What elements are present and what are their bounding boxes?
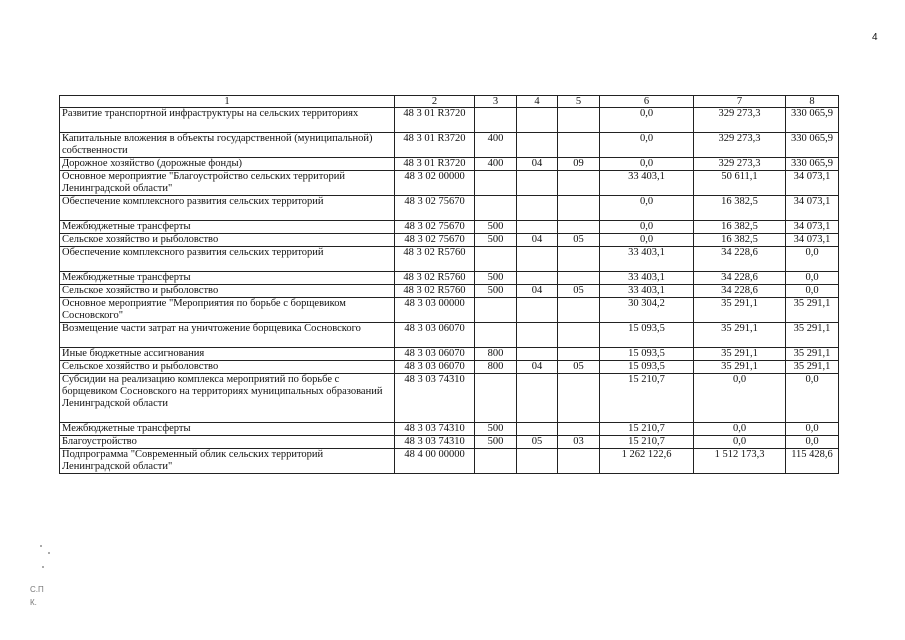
cell-value-6: 15 210,7 <box>600 436 694 449</box>
cell-rz <box>517 374 558 423</box>
cell-value-6: 0,0 <box>600 221 694 234</box>
cell-value-7: 16 382,5 <box>694 221 786 234</box>
cell-code: 48 4 00 00000 <box>395 449 475 474</box>
cell-value-6: 30 304,2 <box>600 298 694 323</box>
cell-value-7: 0,0 <box>694 436 786 449</box>
cell-pr <box>558 171 600 196</box>
cell-pr: 09 <box>558 158 600 171</box>
cell-value-8: 0,0 <box>786 423 839 436</box>
cell-value-8: 0,0 <box>786 247 839 272</box>
cell-name: Благоустройство <box>60 436 395 449</box>
cell-name: Сельское хозяйство и рыболовство <box>60 234 395 247</box>
cell-rz <box>517 298 558 323</box>
cell-value-6: 15 093,5 <box>600 361 694 374</box>
cell-pr <box>558 423 600 436</box>
cell-code: 48 3 03 06070 <box>395 348 475 361</box>
cell-vr: 500 <box>475 221 517 234</box>
cell-value-7: 35 291,1 <box>694 323 786 348</box>
cell-vr: 800 <box>475 361 517 374</box>
cell-code: 48 3 02 R5760 <box>395 247 475 272</box>
cell-vr: 400 <box>475 158 517 171</box>
cell-pr: 05 <box>558 285 600 298</box>
header-cell: 8 <box>786 96 839 108</box>
header-cell: 3 <box>475 96 517 108</box>
cell-name: Капитальные вложения в объекты государственной (муниципальной) собственности <box>60 133 395 158</box>
cell-code: 48 3 03 74310 <box>395 423 475 436</box>
cell-value-7: 34 228,6 <box>694 272 786 285</box>
table-row <box>60 272 839 285</box>
cell-value-7: 35 291,1 <box>694 298 786 323</box>
cell-value-7: 35 291,1 <box>694 361 786 374</box>
cell-rz: 04 <box>517 234 558 247</box>
cell-rz <box>517 272 558 285</box>
cell-code: 48 3 01 R3720 <box>395 108 475 133</box>
cell-rz: 04 <box>517 158 558 171</box>
cell-vr <box>475 247 517 272</box>
cell-value-6: 0,0 <box>600 234 694 247</box>
cell-vr <box>475 323 517 348</box>
cell-pr <box>558 374 600 423</box>
cell-value-6: 0,0 <box>600 196 694 221</box>
header-cell: 6 <box>600 96 694 108</box>
cell-rz: 05 <box>517 436 558 449</box>
cell-name: Подпрограмма "Современный облик сельских территорий Ленинградской области" <box>60 449 395 474</box>
cell-value-8: 35 291,1 <box>786 323 839 348</box>
cell-rz <box>517 108 558 133</box>
cell-code: 48 3 02 R5760 <box>395 285 475 298</box>
table-row <box>60 298 839 323</box>
cell-value-6: 15 210,7 <box>600 374 694 423</box>
cell-rz <box>517 423 558 436</box>
cell-value-8: 34 073,1 <box>786 196 839 221</box>
cell-pr <box>558 348 600 361</box>
cell-vr: 400 <box>475 133 517 158</box>
margin-mark: С.П <box>30 585 44 594</box>
cell-value-6: 0,0 <box>600 133 694 158</box>
cell-vr <box>475 374 517 423</box>
table-row <box>60 221 839 234</box>
cell-code: 48 3 03 74310 <box>395 436 475 449</box>
table-row <box>60 374 839 423</box>
table-row <box>60 361 839 374</box>
cell-vr <box>475 196 517 221</box>
cell-value-8: 35 291,1 <box>786 361 839 374</box>
page-number: 4 <box>872 32 878 43</box>
cell-value-6: 33 403,1 <box>600 171 694 196</box>
table-row <box>60 108 839 133</box>
cell-value-6: 33 403,1 <box>600 272 694 285</box>
header-cell: 1 <box>60 96 395 108</box>
cell-value-7: 1 512 173,3 <box>694 449 786 474</box>
cell-vr <box>475 171 517 196</box>
cell-pr <box>558 298 600 323</box>
cell-value-6: 0,0 <box>600 158 694 171</box>
scan-speck <box>40 545 42 547</box>
cell-pr <box>558 449 600 474</box>
margin-mark: К. <box>30 598 37 607</box>
cell-value-7: 16 382,5 <box>694 234 786 247</box>
cell-value-6: 33 403,1 <box>600 285 694 298</box>
cell-pr <box>558 196 600 221</box>
cell-value-7: 50 611,1 <box>694 171 786 196</box>
cell-value-6: 0,0 <box>600 108 694 133</box>
cell-value-8: 0,0 <box>786 374 839 423</box>
cell-rz <box>517 449 558 474</box>
cell-rz <box>517 323 558 348</box>
table-row <box>60 348 839 361</box>
cell-code: 48 3 02 75670 <box>395 234 475 247</box>
cell-value-6: 33 403,1 <box>600 247 694 272</box>
cell-value-8: 115 428,6 <box>786 449 839 474</box>
cell-value-7: 34 228,6 <box>694 285 786 298</box>
table-row <box>60 171 839 196</box>
header-cell: 2 <box>395 96 475 108</box>
header-cell: 7 <box>694 96 786 108</box>
cell-rz <box>517 196 558 221</box>
cell-code: 48 3 01 R3720 <box>395 158 475 171</box>
cell-value-6: 15 210,7 <box>600 423 694 436</box>
cell-name: Межбюджетные трансферты <box>60 221 395 234</box>
cell-name: Иные бюджетные ассигнования <box>60 348 395 361</box>
table-row <box>60 285 839 298</box>
cell-name: Основное мероприятие "Мероприятия по борьбе с борщевиком Сосновского" <box>60 298 395 323</box>
cell-name: Сельское хозяйство и рыболовство <box>60 361 395 374</box>
cell-name: Обеспечение комплексного развития сельских территорий <box>60 247 395 272</box>
cell-code: 48 3 02 75670 <box>395 221 475 234</box>
cell-pr <box>558 221 600 234</box>
cell-pr <box>558 272 600 285</box>
cell-code: 48 3 02 00000 <box>395 171 475 196</box>
cell-rz <box>517 171 558 196</box>
table-row <box>60 158 839 171</box>
cell-value-7: 329 273,3 <box>694 108 786 133</box>
table-row <box>60 247 839 272</box>
cell-vr <box>475 108 517 133</box>
cell-vr: 500 <box>475 436 517 449</box>
table-row <box>60 449 839 474</box>
cell-value-8: 35 291,1 <box>786 348 839 361</box>
cell-name: Межбюджетные трансферты <box>60 272 395 285</box>
cell-value-8: 0,0 <box>786 272 839 285</box>
cell-code: 48 3 01 R3720 <box>395 133 475 158</box>
cell-vr: 500 <box>475 285 517 298</box>
cell-value-7: 35 291,1 <box>694 348 786 361</box>
table-row <box>60 423 839 436</box>
table-row <box>60 196 839 221</box>
cell-value-8: 34 073,1 <box>786 171 839 196</box>
cell-code: 48 3 02 75670 <box>395 196 475 221</box>
table-row <box>60 436 839 449</box>
cell-value-7: 16 382,5 <box>694 196 786 221</box>
cell-pr <box>558 323 600 348</box>
cell-vr <box>475 449 517 474</box>
scan-speck <box>42 566 44 568</box>
cell-value-7: 0,0 <box>694 423 786 436</box>
cell-pr: 05 <box>558 361 600 374</box>
cell-name: Сельское хозяйство и рыболовство <box>60 285 395 298</box>
cell-code: 48 3 03 06070 <box>395 323 475 348</box>
cell-value-8: 35 291,1 <box>786 298 839 323</box>
cell-name: Дорожное хозяйство (дорожные фонды) <box>60 158 395 171</box>
cell-vr: 800 <box>475 348 517 361</box>
table-row <box>60 234 839 247</box>
cell-vr: 500 <box>475 272 517 285</box>
cell-vr <box>475 298 517 323</box>
cell-rz <box>517 133 558 158</box>
table-row <box>60 133 839 158</box>
cell-value-8: 0,0 <box>786 285 839 298</box>
table-body <box>60 96 839 474</box>
cell-name: Возмещение части затрат на уничтожение борщевика Сосновского <box>60 323 395 348</box>
cell-value-8: 330 065,9 <box>786 108 839 133</box>
scan-speck <box>48 552 50 554</box>
cell-rz <box>517 348 558 361</box>
cell-code: 48 3 02 R5760 <box>395 272 475 285</box>
budget-table <box>59 95 839 474</box>
cell-code: 48 3 03 00000 <box>395 298 475 323</box>
cell-value-8: 330 065,9 <box>786 133 839 158</box>
cell-pr: 05 <box>558 234 600 247</box>
cell-value-8: 330 065,9 <box>786 158 839 171</box>
cell-rz <box>517 221 558 234</box>
cell-value-6: 15 093,5 <box>600 323 694 348</box>
cell-rz: 04 <box>517 285 558 298</box>
header-cell: 5 <box>558 96 600 108</box>
table-row <box>60 323 839 348</box>
cell-name: Основное мероприятие "Благоустройство сельских территорий Ленинградской области" <box>60 171 395 196</box>
cell-vr: 500 <box>475 423 517 436</box>
cell-value-8: 0,0 <box>786 436 839 449</box>
cell-value-7: 34 228,6 <box>694 247 786 272</box>
header-row <box>60 96 839 108</box>
cell-name: Субсидии на реализацию комплекса мероприятий по борьбе с борщевиком Сосновского на территориях муниципальных образований Ленинградской области <box>60 374 395 423</box>
cell-pr <box>558 108 600 133</box>
cell-value-8: 34 073,1 <box>786 234 839 247</box>
cell-rz <box>517 247 558 272</box>
cell-code: 48 3 03 74310 <box>395 374 475 423</box>
cell-code: 48 3 03 06070 <box>395 361 475 374</box>
cell-name: Развитие транспортной инфраструктуры на сельских территориях <box>60 108 395 133</box>
cell-value-8: 34 073,1 <box>786 221 839 234</box>
cell-name: Межбюджетные трансферты <box>60 423 395 436</box>
cell-vr: 500 <box>475 234 517 247</box>
cell-name: Обеспечение комплексного развития сельских территорий <box>60 196 395 221</box>
cell-rz: 04 <box>517 361 558 374</box>
cell-value-7: 329 273,3 <box>694 133 786 158</box>
cell-value-7: 329 273,3 <box>694 158 786 171</box>
cell-value-6: 15 093,5 <box>600 348 694 361</box>
cell-pr: 03 <box>558 436 600 449</box>
cell-value-7: 0,0 <box>694 374 786 423</box>
cell-value-6: 1 262 122,6 <box>600 449 694 474</box>
header-cell: 4 <box>517 96 558 108</box>
cell-pr <box>558 247 600 272</box>
cell-pr <box>558 133 600 158</box>
